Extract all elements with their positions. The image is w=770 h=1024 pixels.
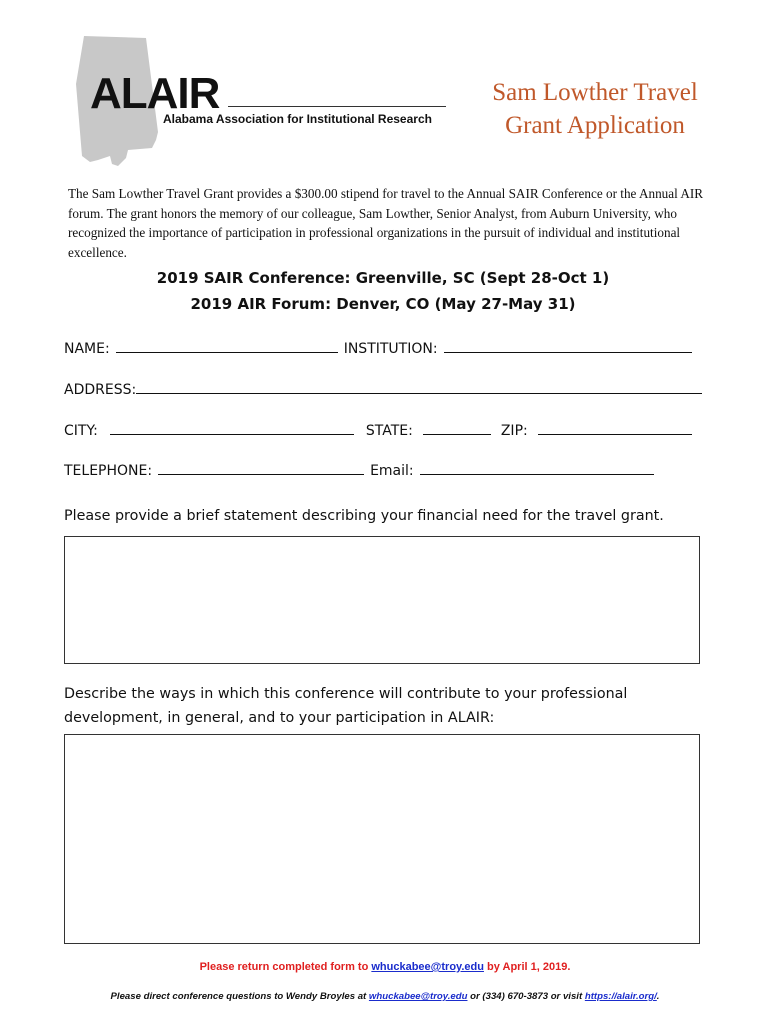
title-line-2: Grant Application bbox=[505, 112, 685, 139]
questions-middle: or (334) 670-3873 or visit bbox=[467, 991, 585, 1002]
city-label: CITY: bbox=[64, 423, 98, 439]
name-label: NAME: bbox=[64, 341, 110, 357]
telephone-row bbox=[64, 462, 709, 479]
zip-input[interactable] bbox=[538, 422, 692, 435]
air-forum: 2019 AIR Forum: Denver, CO (May 27-May 31) bbox=[190, 295, 576, 313]
address-row bbox=[64, 381, 709, 398]
logo-rule bbox=[228, 106, 446, 107]
alair-logo bbox=[68, 36, 458, 176]
state-input[interactable] bbox=[423, 422, 491, 435]
name-row bbox=[64, 340, 709, 357]
conference-info bbox=[68, 265, 698, 317]
questions-prefix: Please direct conference questions to Wendy Broyles at bbox=[110, 991, 369, 1002]
title-line-1: Sam Lowther Travel bbox=[492, 79, 698, 106]
questions-email-link[interactable]: whuckabee@troy.edu bbox=[368, 991, 468, 1002]
telephone-label: TELEPHONE: bbox=[64, 463, 153, 479]
financial-need-prompt: Please provide a brief statement describing your financial need for the travel grant. bbox=[64, 508, 664, 524]
form-title bbox=[470, 76, 720, 142]
contribution-prompt: Describe the ways in which this conference will contribute to your professional development, in general, and to your participation in ALAIR: bbox=[64, 686, 628, 726]
return-email-link[interactable]: whuckabee@troy.edu bbox=[371, 961, 484, 973]
return-instructions bbox=[0, 961, 770, 973]
city-row bbox=[64, 422, 709, 439]
zip-label: ZIP: bbox=[500, 423, 528, 439]
email-input[interactable] bbox=[420, 462, 654, 475]
state-label: STATE: bbox=[365, 423, 413, 439]
institution-input[interactable] bbox=[444, 340, 692, 353]
questions-suffix: . bbox=[656, 991, 660, 1002]
return-prefix: Please return completed form to bbox=[199, 961, 372, 973]
financial-need-textarea[interactable] bbox=[64, 536, 700, 664]
return-suffix: by April 1, 2019. bbox=[483, 961, 571, 973]
address-label: ADDRESS: bbox=[64, 382, 137, 398]
intro-paragraph: The Sam Lowther Travel Grant provides a $300.00 stipend for travel to the Annual SAIR Conference or the Annual AIR forum. The grant honors the memory of our colleague, Sam Lowther, Senior Analyst, from Auburn University, who recognized the importance of participation in professional organizations in the pursuit of individual and institutional excellence. bbox=[68, 186, 704, 260]
telephone-input[interactable] bbox=[158, 462, 364, 475]
institution-label: INSTITUTION: bbox=[343, 341, 438, 357]
address-input[interactable] bbox=[136, 381, 702, 394]
name-input[interactable] bbox=[116, 340, 338, 353]
sair-conference: 2019 SAIR Conference: Greenville, SC (Sept 28-Oct 1) bbox=[156, 269, 610, 287]
alair-website-link[interactable]: https://alair.org/ bbox=[584, 991, 657, 1002]
email-label: Email: bbox=[370, 463, 414, 479]
logo-organization: Alabama Association for Institutional Research bbox=[163, 112, 432, 126]
questions-instructions bbox=[0, 991, 770, 1002]
contribution-textarea[interactable] bbox=[64, 734, 700, 944]
logo-acronym: ALAIR bbox=[90, 69, 220, 118]
city-input[interactable] bbox=[110, 422, 354, 435]
